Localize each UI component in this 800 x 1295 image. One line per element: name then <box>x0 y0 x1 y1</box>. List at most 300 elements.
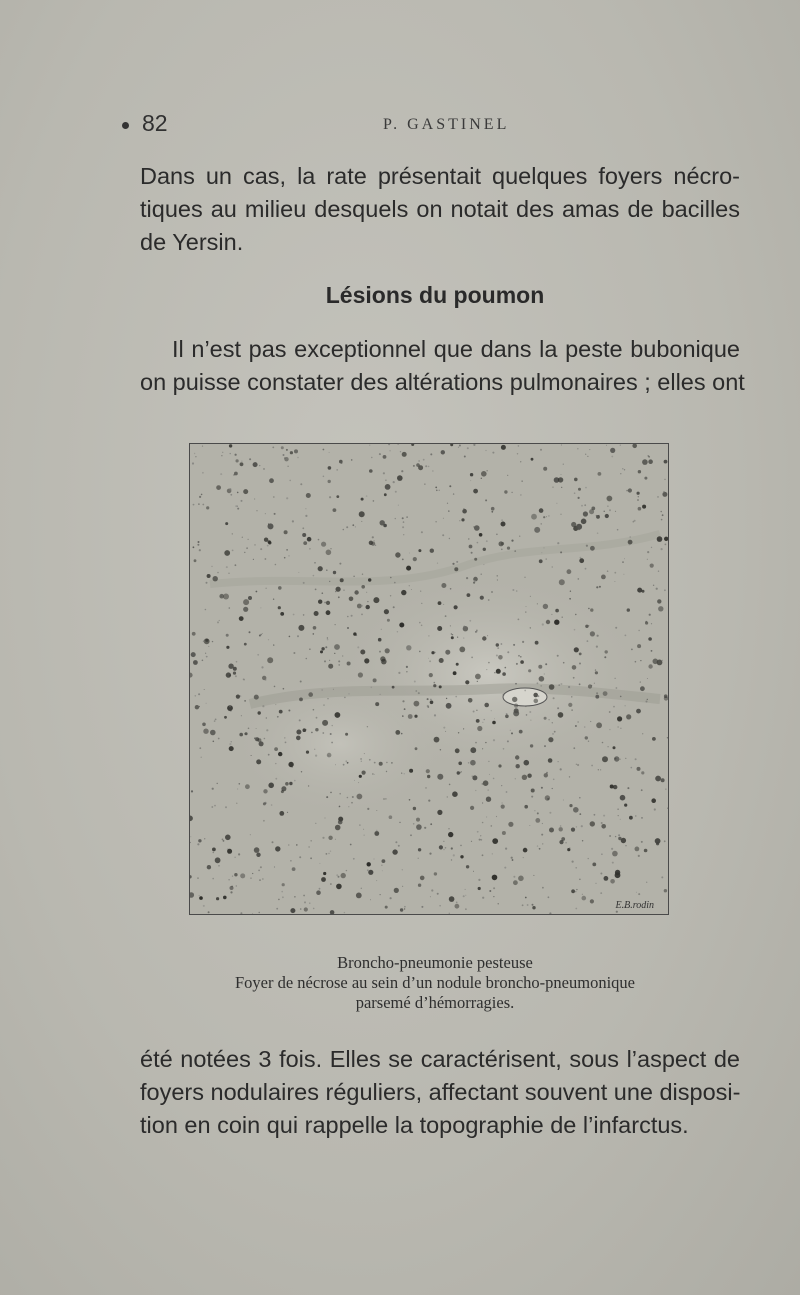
cell-nucleus <box>435 521 436 522</box>
cell-nucleus <box>579 797 581 799</box>
cell-nucleus <box>254 695 259 700</box>
cell-nucleus <box>455 696 457 698</box>
cell-nucleus <box>425 787 427 789</box>
cell-nucleus <box>289 782 292 785</box>
cell-nucleus <box>402 869 403 870</box>
cell-nucleus <box>282 883 285 886</box>
cell-nucleus <box>260 866 262 868</box>
cell-nucleus <box>328 480 331 483</box>
cell-nucleus <box>232 550 234 552</box>
cell-nucleus <box>642 733 643 734</box>
cell-nucleus <box>628 488 632 492</box>
cell-nucleus <box>216 897 219 900</box>
cell-nucleus <box>351 615 353 617</box>
cell-nucleus <box>289 480 291 482</box>
cell-nucleus <box>502 672 506 676</box>
cell-nucleus <box>358 782 359 783</box>
cell-nucleus <box>463 728 464 729</box>
cell-nucleus <box>638 855 640 857</box>
cell-nucleus <box>225 522 228 525</box>
cell-nucleus <box>475 742 477 744</box>
text-line: foyers nodulaires réguliers, affectant souvent une disposi- <box>140 1079 741 1105</box>
cell-nucleus <box>228 664 233 669</box>
cell-nucleus <box>217 572 219 574</box>
cell-nucleus <box>620 795 626 801</box>
cell-nucleus <box>218 738 220 740</box>
cell-nucleus <box>232 876 233 877</box>
cell-nucleus <box>430 453 432 455</box>
cell-nucleus <box>240 462 244 466</box>
cell-nucleus <box>473 582 475 584</box>
cell-nucleus <box>638 507 642 511</box>
cell-nucleus <box>493 739 495 741</box>
cell-nucleus <box>423 459 425 461</box>
cell-nucleus <box>637 644 641 648</box>
cell-nucleus <box>475 790 476 791</box>
cell-nucleus <box>527 774 531 778</box>
cell-nucleus <box>207 574 211 578</box>
cell-nucleus <box>322 720 328 726</box>
cell-nucleus <box>439 685 442 688</box>
cell-nucleus <box>647 699 648 700</box>
cell-nucleus <box>657 536 663 542</box>
cell-nucleus <box>493 778 495 780</box>
cell-nucleus <box>243 678 245 680</box>
cell-nucleus <box>604 511 605 512</box>
cell-nucleus <box>529 825 530 826</box>
cell-nucleus <box>609 835 611 837</box>
cell-nucleus <box>579 663 581 665</box>
cell-nucleus <box>581 825 583 827</box>
cell-nucleus <box>292 520 294 522</box>
cell-nucleus <box>239 616 244 621</box>
cell-nucleus <box>626 714 631 719</box>
cell-nucleus <box>476 710 477 711</box>
cell-nucleus <box>458 447 459 448</box>
paragraph-1 <box>140 160 740 259</box>
cell-nucleus <box>395 491 397 493</box>
cell-nucleus <box>625 705 626 706</box>
cell-nucleus <box>482 802 483 803</box>
cell-nucleus <box>290 908 295 913</box>
cell-nucleus <box>637 499 639 501</box>
cell-nucleus <box>514 550 516 552</box>
cell-nucleus <box>335 624 336 625</box>
cell-nucleus <box>598 769 599 770</box>
cell-nucleus <box>452 563 454 565</box>
cell-nucleus <box>393 481 395 483</box>
cell-nucleus <box>607 570 609 572</box>
cell-nucleus <box>468 698 473 703</box>
cell-nucleus <box>537 812 539 814</box>
cell-nucleus <box>530 627 531 628</box>
cell-nucleus <box>307 537 312 542</box>
cell-nucleus <box>601 575 606 580</box>
cell-nucleus <box>281 891 283 893</box>
cell-nucleus <box>371 457 372 458</box>
cell-nucleus <box>477 542 479 544</box>
cell-nucleus <box>437 810 442 815</box>
cell-nucleus <box>474 558 477 561</box>
cell-nucleus <box>525 897 527 899</box>
cell-nucleus <box>537 695 539 697</box>
cell-nucleus <box>531 514 537 520</box>
cell-nucleus <box>391 762 393 764</box>
cell-nucleus <box>638 496 639 497</box>
cell-nucleus <box>235 564 237 566</box>
cell-nucleus <box>512 589 514 591</box>
cell-nucleus <box>618 726 619 727</box>
cell-nucleus <box>627 787 629 789</box>
cell-nucleus <box>411 589 412 590</box>
cell-nucleus <box>369 759 371 761</box>
cell-nucleus <box>644 849 648 853</box>
cell-nucleus <box>400 908 403 911</box>
cell-nucleus <box>362 771 366 775</box>
cell-nucleus <box>579 558 584 563</box>
cell-nucleus <box>321 542 326 547</box>
cell-nucleus <box>322 837 324 839</box>
cell-nucleus <box>311 732 313 734</box>
cell-nucleus <box>367 869 369 871</box>
cell-nucleus <box>480 596 484 600</box>
cell-nucleus <box>649 614 651 616</box>
cell-nucleus <box>585 454 586 455</box>
cell-nucleus <box>264 538 268 542</box>
cell-nucleus <box>237 492 239 494</box>
cell-nucleus <box>588 858 589 859</box>
cell-nucleus <box>339 563 341 565</box>
cell-nucleus <box>494 672 495 673</box>
cell-nucleus <box>236 803 237 804</box>
cell-nucleus <box>321 877 326 882</box>
cell-nucleus <box>470 480 471 481</box>
cell-nucleus <box>248 539 249 540</box>
cell-nucleus <box>324 602 326 604</box>
cell-nucleus <box>428 800 430 802</box>
cell-nucleus <box>212 878 214 880</box>
cell-nucleus <box>450 625 451 626</box>
cell-nucleus <box>552 733 554 735</box>
cell-nucleus <box>326 610 331 615</box>
cell-nucleus <box>353 632 356 635</box>
cell-nucleus <box>229 706 231 708</box>
cell-nucleus <box>329 581 330 582</box>
cell-nucleus <box>347 762 349 764</box>
margin-dot <box>122 122 129 129</box>
cell-nucleus <box>299 719 301 721</box>
cell-nucleus <box>594 683 595 684</box>
cell-nucleus <box>511 732 513 734</box>
cell-nucleus <box>229 444 232 447</box>
cell-nucleus <box>366 592 367 593</box>
cell-nucleus <box>367 726 368 727</box>
cell-nucleus <box>394 582 396 584</box>
cell-nucleus <box>205 653 206 654</box>
cell-nucleus <box>275 564 277 566</box>
cell-nucleus <box>297 635 299 637</box>
cell-nucleus <box>582 896 587 901</box>
cell-nucleus <box>237 508 239 510</box>
cell-nucleus <box>443 604 444 605</box>
cell-nucleus <box>230 886 234 890</box>
cell-nucleus <box>288 844 289 845</box>
cell-nucleus <box>453 493 454 494</box>
cell-nucleus <box>468 762 470 764</box>
cell-nucleus <box>628 540 633 545</box>
cell-nucleus <box>286 549 288 551</box>
cell-nucleus <box>607 496 613 502</box>
cell-nucleus <box>604 876 609 881</box>
cell-nucleus <box>541 552 542 553</box>
cell-nucleus <box>414 715 417 718</box>
cell-nucleus <box>569 804 572 807</box>
cell-nucleus <box>652 737 656 741</box>
cell-nucleus <box>583 511 588 516</box>
cell-nucleus <box>420 591 421 592</box>
cell-nucleus <box>477 831 479 833</box>
cell-nucleus <box>318 600 322 604</box>
cell-nucleus <box>615 511 616 512</box>
cell-nucleus <box>408 714 413 719</box>
cell-nucleus <box>437 626 442 631</box>
cell-nucleus <box>657 599 661 603</box>
cell-nucleus <box>456 561 458 563</box>
cell-nucleus <box>578 721 579 722</box>
cell-nucleus <box>578 488 581 491</box>
cell-nucleus <box>655 776 661 782</box>
cell-nucleus <box>581 505 583 507</box>
cell-nucleus <box>551 614 552 615</box>
cell-nucleus <box>206 506 209 509</box>
cell-nucleus <box>330 851 331 852</box>
cell-nucleus <box>542 623 544 625</box>
cell-nucleus <box>440 749 441 750</box>
cell-nucleus <box>455 748 460 753</box>
cell-nucleus <box>636 892 637 893</box>
cell-nucleus <box>559 827 563 831</box>
cell-nucleus <box>303 728 307 732</box>
cell-nucleus <box>313 575 315 577</box>
cell-nucleus <box>383 472 385 474</box>
cell-nucleus <box>381 659 387 665</box>
cell-nucleus <box>203 729 208 734</box>
cell-nucleus <box>267 657 273 663</box>
cell-nucleus <box>201 757 202 758</box>
cell-nucleus <box>416 463 420 467</box>
cell-nucleus <box>404 773 405 774</box>
cell-nucleus <box>275 763 276 764</box>
cell-nucleus <box>664 460 668 464</box>
cell-nucleus <box>478 879 480 881</box>
cell-nucleus <box>275 846 280 851</box>
cell-nucleus <box>545 663 547 665</box>
cell-nucleus <box>406 645 411 650</box>
cell-nucleus <box>539 559 543 563</box>
cell-nucleus <box>642 459 648 465</box>
cell-nucleus <box>471 657 473 659</box>
cell-nucleus <box>541 523 542 524</box>
cell-nucleus <box>199 496 201 498</box>
cell-nucleus <box>492 452 494 454</box>
cell-nucleus <box>314 562 316 564</box>
cell-nucleus <box>512 859 514 861</box>
cell-nucleus <box>293 614 295 616</box>
cell-nucleus <box>657 660 663 666</box>
cell-nucleus <box>502 802 503 803</box>
cell-nucleus <box>436 490 438 492</box>
cell-nucleus <box>268 523 274 529</box>
cell-nucleus <box>601 824 606 829</box>
cell-nucleus <box>503 748 505 750</box>
cell-nucleus <box>437 563 438 564</box>
cell-nucleus <box>579 813 581 815</box>
cell-nucleus <box>514 708 519 713</box>
cell-nucleus <box>220 473 222 475</box>
cell-nucleus <box>303 895 305 897</box>
cell-nucleus <box>460 855 463 858</box>
cell-nucleus <box>615 836 616 837</box>
cell-nucleus <box>557 655 559 657</box>
cell-nucleus <box>574 647 579 652</box>
cell-nucleus <box>597 635 599 637</box>
cell-nucleus <box>517 453 518 454</box>
cell-nucleus <box>385 906 388 909</box>
cell-nucleus <box>637 492 640 495</box>
cell-nucleus <box>430 823 432 825</box>
cell-nucleus <box>523 857 524 858</box>
cell-nucleus <box>195 695 197 697</box>
cell-nucleus <box>421 906 423 908</box>
cell-nucleus <box>338 876 340 878</box>
cell-nucleus <box>624 469 625 470</box>
cell-nucleus <box>264 738 266 740</box>
cell-nucleus <box>476 630 477 631</box>
cell-nucleus <box>560 551 562 553</box>
cell-nucleus <box>265 558 267 560</box>
cell-nucleus <box>338 596 340 598</box>
cell-nucleus <box>413 465 415 467</box>
cell-nucleus <box>268 783 274 789</box>
page-number: 82 <box>142 110 168 136</box>
cell-nucleus <box>646 701 648 703</box>
cell-nucleus <box>360 650 365 655</box>
cell-nucleus <box>546 620 550 624</box>
cell-nucleus <box>192 462 194 464</box>
cell-nucleus <box>590 899 594 903</box>
cell-nucleus <box>235 454 237 456</box>
cell-nucleus <box>589 449 590 450</box>
cell-nucleus <box>487 789 489 791</box>
cell-nucleus <box>600 873 602 875</box>
cell-nucleus <box>409 553 410 554</box>
cell-nucleus <box>369 445 370 446</box>
cell-nucleus <box>378 638 382 642</box>
cell-nucleus <box>370 899 371 900</box>
cell-nucleus <box>520 494 521 495</box>
cell-nucleus <box>661 876 663 878</box>
cell-nucleus <box>641 771 644 774</box>
cell-nucleus <box>415 690 417 692</box>
cell-nucleus <box>347 797 349 799</box>
cell-nucleus <box>296 844 298 846</box>
cell-nucleus <box>321 647 324 650</box>
cell-nucleus <box>267 545 269 547</box>
cell-nucleus <box>294 780 296 782</box>
cell-nucleus <box>467 447 469 449</box>
cell-nucleus <box>640 681 641 682</box>
cell-nucleus <box>389 815 393 819</box>
cell-nucleus <box>201 494 203 496</box>
cell-nucleus <box>647 551 649 553</box>
cell-nucleus <box>435 487 437 489</box>
cell-nucleus <box>266 729 268 731</box>
cell-nucleus <box>360 759 361 760</box>
cell-nucleus <box>279 811 284 816</box>
cell-nucleus <box>249 631 251 633</box>
cell-nucleus <box>276 908 278 910</box>
cell-nucleus <box>657 496 659 498</box>
cell-nucleus <box>486 540 488 542</box>
cell-nucleus <box>585 736 588 739</box>
cell-nucleus <box>457 637 458 638</box>
cell-nucleus <box>219 594 224 599</box>
cell-nucleus <box>535 818 540 823</box>
cell-nucleus <box>530 720 531 721</box>
cell-nucleus <box>590 608 593 611</box>
cell-nucleus <box>326 569 328 571</box>
cell-nucleus <box>561 474 562 475</box>
cell-nucleus <box>507 740 509 742</box>
cell-nucleus <box>455 904 460 909</box>
cell-nucleus <box>557 707 559 709</box>
cell-nucleus <box>541 787 543 789</box>
cell-nucleus <box>375 702 379 706</box>
cell-nucleus <box>386 762 387 763</box>
cell-nucleus <box>361 761 362 762</box>
cell-nucleus <box>445 615 447 617</box>
cell-nucleus <box>631 649 633 651</box>
cell-nucleus <box>501 549 503 551</box>
cell-nucleus <box>254 544 255 545</box>
cell-nucleus <box>662 660 663 661</box>
cell-nucleus <box>620 728 621 729</box>
cell-nucleus <box>380 694 381 695</box>
cell-nucleus <box>480 835 481 836</box>
cell-nucleus <box>572 665 577 670</box>
cell-nucleus <box>331 742 333 744</box>
cell-nucleus <box>605 514 609 518</box>
cell-nucleus <box>296 736 301 741</box>
cell-nucleus <box>459 647 465 653</box>
cell-nucleus <box>387 619 390 622</box>
cell-nucleus <box>579 683 581 685</box>
cell-nucleus <box>493 887 495 889</box>
cell-nucleus <box>558 684 560 686</box>
cell-nucleus <box>620 819 621 820</box>
cell-nucleus <box>458 762 462 766</box>
cell-nucleus <box>590 721 591 722</box>
cell-nucleus <box>488 761 489 762</box>
cell-nucleus <box>314 749 315 750</box>
cell-nucleus <box>446 703 452 709</box>
cell-nucleus <box>389 450 391 452</box>
cell-nucleus <box>624 804 627 807</box>
cell-nucleus <box>328 853 329 854</box>
cell-nucleus <box>544 717 547 720</box>
cell-nucleus <box>437 893 439 895</box>
cell-nucleus <box>486 797 491 802</box>
